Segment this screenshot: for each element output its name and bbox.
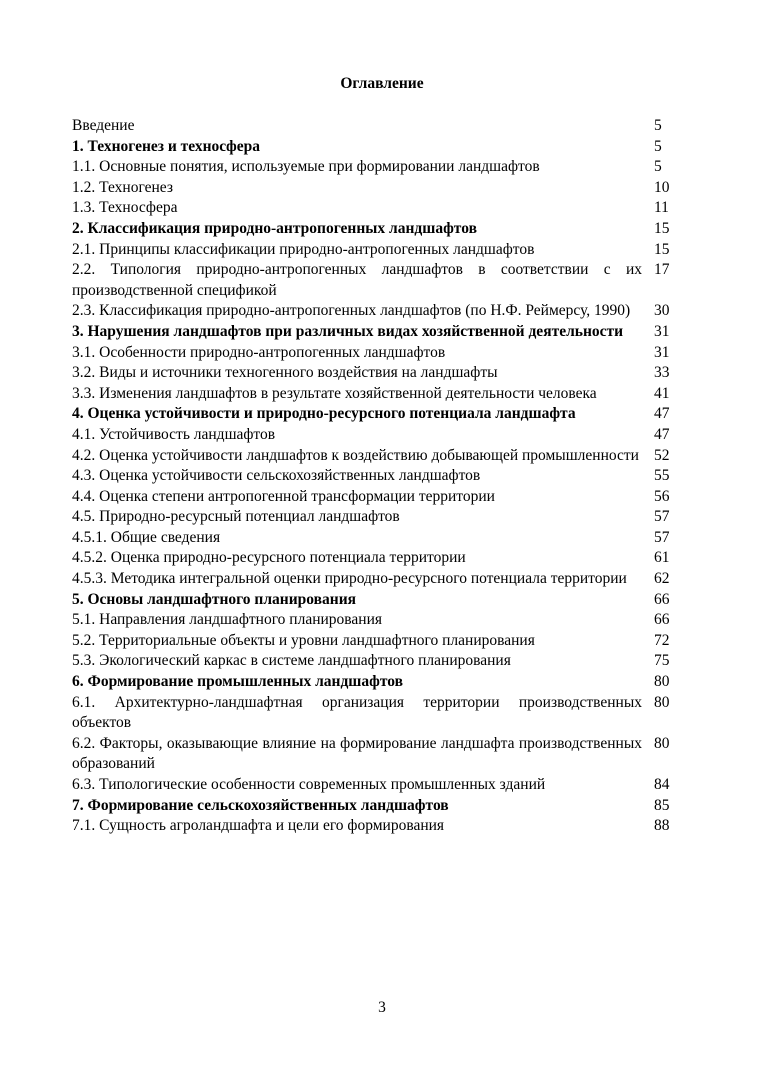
toc-entry-title: 7.1. Сущность агроландшафта и цели его формирования [72, 817, 445, 835]
toc-entry-title: 5.2. Территориальные объекты и уровни ландшафтного планирования [72, 631, 535, 649]
toc-entry-page: 52 [654, 446, 670, 464]
toc-entry-title: 4.1. Устойчивость ландшафтов [72, 425, 276, 443]
toc-entry-page: 88 [654, 817, 670, 835]
toc-entry-title: 3.2. Виды и источники техногенного воздействия на ландшафты [72, 364, 498, 382]
toc-entry-title: 3.3. Изменения ландшафтов в результате хозяйственной деятельности человека [72, 384, 597, 402]
toc-entry[interactable] [72, 219, 702, 240]
toc-entry-page: 41 [654, 384, 670, 402]
toc-entry-page: 75 [654, 652, 670, 670]
toc-entry[interactable] [72, 137, 702, 158]
toc-entry[interactable] [72, 363, 702, 384]
toc-entry-page: 47 [654, 425, 670, 443]
toc-entry-title: 4.2. Оценка устойчивости ландшафтов к воздействию добывающей промышленности [72, 446, 639, 464]
table-of-contents [72, 116, 702, 837]
toc-entry-title: 5.3. Экологический каркас в системе ландшафтного планирования [72, 652, 511, 670]
toc-entry[interactable] [72, 734, 702, 775]
toc-entry[interactable] [72, 507, 702, 528]
toc-entry-title: 6.1. Архитектурно-ландшафтная организация территории производственных объектов [72, 693, 642, 732]
toc-entry[interactable] [72, 157, 702, 178]
toc-entry[interactable] [72, 301, 702, 322]
toc-entry-page: 66 [654, 611, 670, 629]
toc-entry-page: 47 [654, 405, 670, 423]
toc-entry-page: 57 [654, 508, 670, 526]
toc-entry-title: 1.1. Основные понятия, используемые при формировании ландшафтов [72, 158, 540, 176]
toc-entry[interactable] [72, 775, 702, 796]
toc-entry-page: 15 [654, 219, 670, 237]
toc-entry[interactable] [72, 548, 702, 569]
toc-entry-page: 5 [654, 158, 662, 176]
toc-entry-page: 5 [654, 117, 662, 134]
toc-entry[interactable] [72, 487, 702, 508]
toc-entry[interactable] [72, 796, 702, 817]
toc-entry-title: 7. Формирование сельскохозяйственных ландшафтов [72, 796, 449, 814]
toc-entry-title: 3. Нарушения ландшафтов при различных видах хозяйственной деятельности [72, 322, 624, 340]
toc-entry-page: 31 [654, 322, 670, 340]
toc-entry[interactable] [72, 631, 702, 652]
toc-entry-page: 80 [654, 693, 670, 711]
toc-entry-title: 2.3. Классификация природно-антропогенных ландшафтов (по Н.Ф. Реймерсу, 1990) [72, 302, 631, 320]
toc-entry[interactable] [72, 816, 702, 837]
toc-entry[interactable] [72, 404, 702, 425]
toc-entry-title: 5. Основы ландшафтного планирования [72, 590, 357, 608]
toc-entry[interactable] [72, 384, 702, 405]
toc-entry-page: 10 [654, 178, 670, 196]
toc-entry-page: 11 [654, 199, 669, 217]
toc-entry[interactable] [72, 569, 702, 590]
toc-entry[interactable] [72, 198, 702, 219]
toc-entry[interactable] [72, 466, 702, 487]
toc-entry[interactable] [72, 446, 702, 467]
toc-entry-title: 6.2. Факторы, оказывающие влияние на формирование ландшафта производственных образований [72, 734, 642, 773]
toc-entry-title: 2.1. Принципы классификации природно-антропогенных ландшафтов [72, 240, 535, 258]
toc-entry-title: 4.4. Оценка степени антропогенной трансформации территории [72, 487, 495, 505]
toc-entry[interactable] [72, 322, 702, 343]
toc-entry[interactable] [72, 651, 702, 672]
toc-entry[interactable] [72, 116, 702, 137]
toc-entry-page: 85 [654, 796, 670, 814]
toc-entry-title: 1.2. Техногенез [72, 178, 173, 196]
toc-entry[interactable] [72, 672, 702, 693]
toc-entry-title: 4.5.2. Оценка природно-ресурсного потенциала территории [72, 549, 466, 567]
toc-entry-title: 4.5.1. Общие сведения [72, 528, 221, 546]
toc-entry-page: 56 [654, 487, 670, 505]
toc-entry-page: 66 [654, 590, 670, 608]
toc-entry-page: 31 [654, 343, 670, 361]
toc-entry-page: 80 [654, 734, 670, 752]
toc-entry[interactable] [72, 610, 702, 631]
toc-entry-title: 1.3. Техносфера [72, 199, 178, 217]
toc-entry[interactable] [72, 260, 702, 301]
toc-entry-page: 33 [654, 364, 670, 382]
toc-entry-page: 57 [654, 528, 670, 546]
toc-entry[interactable] [72, 240, 702, 261]
toc-entry-title: 6. Формирование промышленных ландшафтов [72, 673, 403, 691]
page-number: 3 [378, 999, 386, 1016]
toc-entry-page: 30 [654, 302, 670, 320]
toc-entry-page: 61 [654, 549, 670, 567]
toc-entry-page: 84 [654, 776, 670, 793]
toc-entry-page: 15 [654, 240, 670, 258]
toc-entry-title: 5.1. Направления ландшафтного планирования [72, 611, 383, 629]
page-title: Оглавление [340, 75, 424, 92]
toc-entry[interactable] [72, 343, 702, 364]
toc-entry-title: 4. Оценка устойчивости и природно-ресурсного потенциала ландшафта [72, 405, 576, 423]
toc-entry-page: 17 [654, 261, 670, 279]
toc-entry-title: 1. Техногенез и техносфера [72, 137, 260, 155]
toc-entry-title: 4.3. Оценка устойчивости сельскохозяйственных ландшафтов [72, 467, 481, 485]
toc-entry-page: 5 [654, 137, 662, 155]
toc-entry[interactable] [72, 693, 702, 734]
toc-entry-page: 55 [654, 467, 670, 485]
toc-entry-title: Введение [72, 117, 135, 134]
toc-entry-title: 4.5.3. Методика интегральной оценки природно-ресурсного потенциала территории [72, 570, 627, 588]
toc-entry[interactable] [72, 178, 702, 199]
toc-entry-title: 3.1. Особенности природно-антропогенных ландшафтов [72, 343, 446, 361]
toc-entry-title: 2. Классификация природно-антропогенных ландшафтов [72, 219, 477, 237]
toc-entry-page: 62 [654, 570, 670, 588]
toc-entry-title: 6.3. Типологические особенности современных промышленных зданий [72, 776, 546, 793]
toc-entry[interactable] [72, 425, 702, 446]
toc-entry[interactable] [72, 590, 702, 611]
toc-entry-title: 2.2. Типология природно-антропогенных ландшафтов в соответствии с их производственной спецификой [72, 261, 642, 299]
toc-entry-page: 80 [654, 673, 670, 691]
toc-entry-title: 4.5. Природно-ресурсный потенциал ландшафтов [72, 508, 400, 526]
toc-entry-page: 72 [654, 631, 670, 649]
toc-entry[interactable] [72, 528, 702, 549]
